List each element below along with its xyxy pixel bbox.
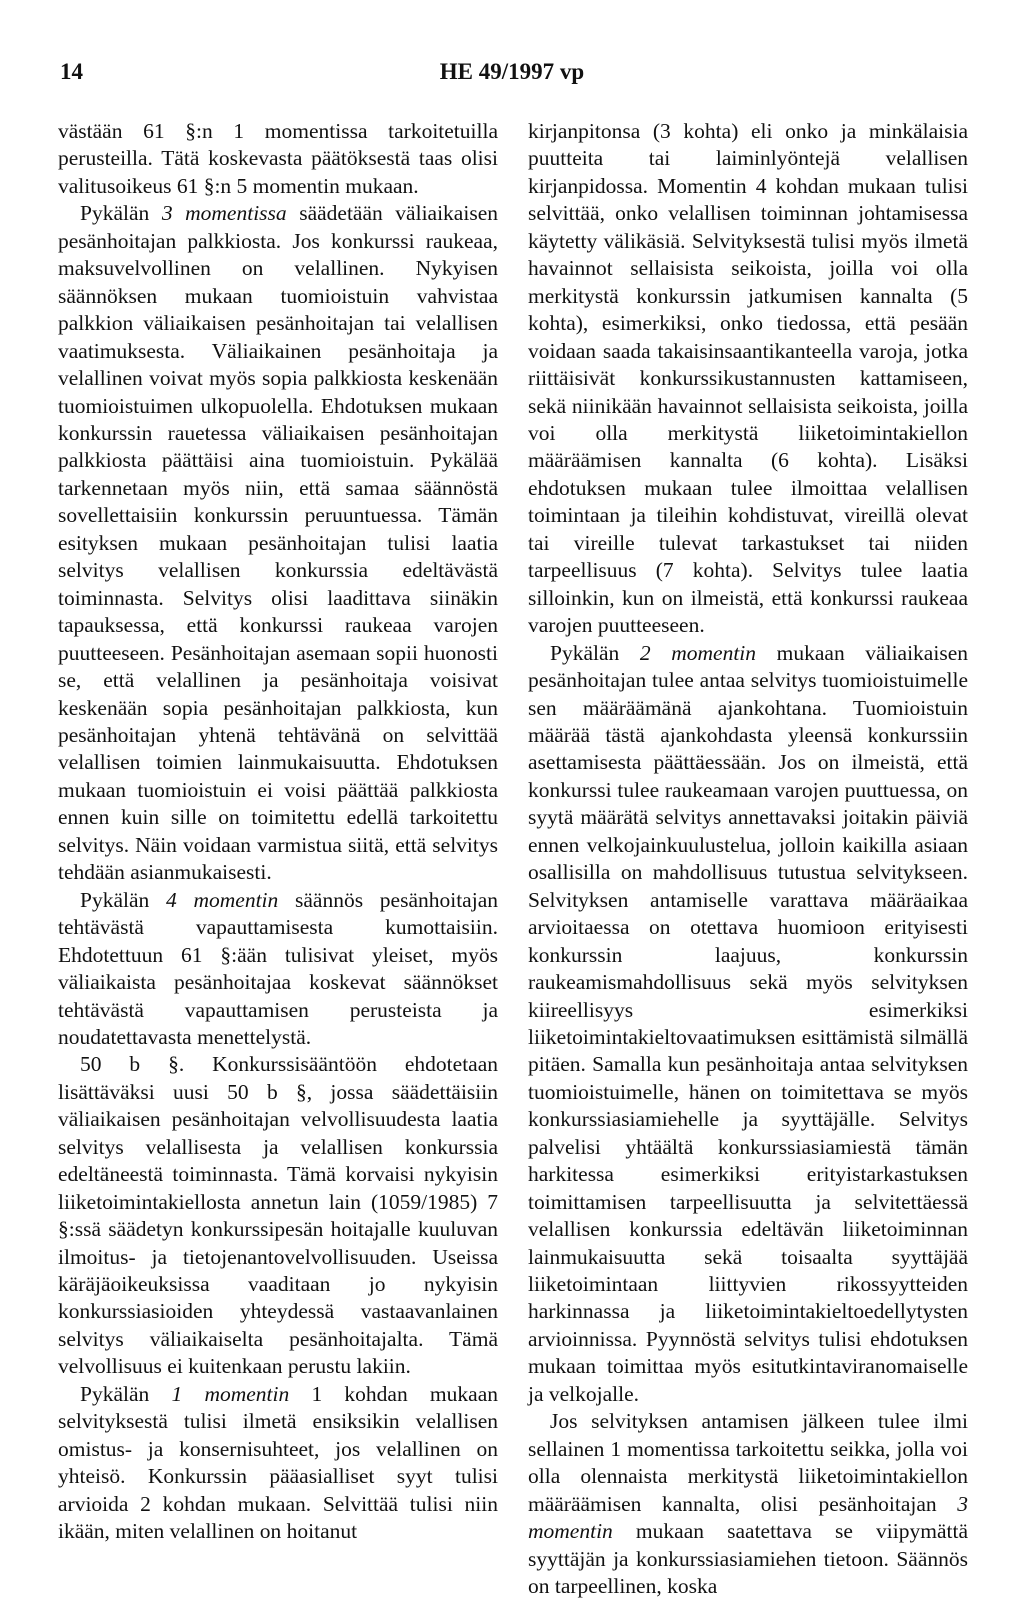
paragraph <box>58 1381 498 1546</box>
running-header: HE 49/1997 vp <box>439 59 585 84</box>
paragraph-text: 50 b §. Konkurssisääntöön ehdotetaan lisättäväksi uusi 50 b §, jossa säädettäisiin väliaikaisen pesänhoitajan velvollisuudesta laatia selvitys velallisesta ja velallisen konkurssia edeltäneestä toiminnasta. Tämä korvaisi nykyisin liiketoimintakiellosta annetun lain (1059/1985) 7 §:ssä säädetyn konkurssipesän hoitajalle kuuluvan ilmoitus- ja tietojenantovelvollisuuden. Useissa käräjäoikeuksissa vaaditaan jo nykyisin konkurssiasioiden yhteydessä vastaavanlainen selvitys väliaikaiselta pesänhoitajalta. Tämä velvollisuus ei kuitenkaan perustu lakiin. <box>58 1052 498 1379</box>
paragraph-text: säännös pesänhoitajan tehtävästä vapauttamisesta kumottaisiin. Ehdotettuun 61 §:ään tulisivat yleiset, myös väliaikaista pesänhoitajaa koskevat säännökset tehtävästä vapauttamisen perusteista ja noudatettavasta menettelystä. <box>58 887 498 1049</box>
paragraph-prefix: Pykälän <box>80 887 166 912</box>
paragraph-prefix: Pykälän <box>80 201 162 226</box>
paragraph-text: västään 61 §:n 1 momentissa tarkoitetuilla perusteilla. Tätä koskevasta päätöksestä taas olisi valitusoikeus 61 §:n 5 momentin mukaan. <box>58 119 498 198</box>
paragraph-text: kirjanpitonsa (3 kohta) eli onko ja minkälaisia puutteita tai laiminlyöntejä velallisen kirjanpidossa. Momentin 4 kohdan mukaan tulisi selvittää, onko velallisen toiminnan johtamisessa käytetty välikäsiä. Selvityksestä tulisi myös ilmetä havainnot sellaisista seikoista, joilla voi olla merkitystä konkurssin jatkumisen kannalta (5 kohta), esimerkiksi, onko tiedossa, että pesään voidaan saada takaisinsaantikanteella varoja, jotka riittäisivät konkurssikustannusten kattamiseen, sekä niinikään havainnot sellaisista seikoista, joilla voi olla merkitystä liiketoimintakiellon määräämisen kannalta (6 kohta). Lisäksi ehdotuksen mukaan tulee ilmoittaa velallisen toimintaan ja tileihin kohdistuvat, vireillä olevat tai vireille tulevat tarkastukset tai niiden tarpeellisuus (7 kohta). Selvitys tulee laatia silloinkin, kun on ilmeistä, että konkurssi raukeaa varojen puutteeseen. <box>528 119 968 638</box>
left-column <box>58 118 498 1546</box>
right-column <box>528 118 968 1600</box>
paragraph <box>528 640 968 1409</box>
emphasis: 3 momentin <box>528 1491 968 1544</box>
paragraph <box>528 1408 968 1600</box>
paragraph-prefix: Pykälän <box>80 1381 172 1406</box>
paragraph-text: mukaan saatettava se viipymättä syyttäjän ja konkurssiasiamiehen tietoon. Säännös on tarpeellinen, koska <box>528 1519 968 1599</box>
emphasis: 4 momentin <box>166 887 279 912</box>
paragraph <box>58 1051 498 1380</box>
paragraph <box>528 118 968 640</box>
paragraph <box>58 200 498 886</box>
paragraph <box>58 118 498 200</box>
paragraph-prefix: Jos selvityksen antamisen jälkeen tulee ilmi sellainen 1 momentissa tarkoitettu seikka, jolla voi olla olennaista merkitystä liiketoimintakiellon määräämisen kannalta, olisi pesänhoitajan <box>528 1409 968 1516</box>
paragraph-prefix: Pykälän <box>550 640 640 665</box>
page-number: 14 <box>60 59 83 84</box>
emphasis: 2 momentin <box>639 640 757 665</box>
paragraph-text: 1 kohdan mukaan selvityksestä tulisi ilmetä ensiksikin velallisen omistus- ja konsernisuhteet, jos velallinen on yhteisö. Konkurssin pääasialliset syyt tulisi arvioida 2 kohdan mukaan. Selvittää tulisi niin ikään, miten velallinen on hoitanut <box>58 1381 498 1544</box>
emphasis: 1 momentin <box>171 1381 290 1406</box>
emphasis: 3 momentissa <box>161 201 287 226</box>
paragraph <box>58 887 498 1052</box>
paragraph-text: säädetään väliaikaisen pesänhoitajan palkkiosta. Jos konkurssi raukeaa, maksuvelvollinen on velallinen. Nykyisen säännöksen mukaan tuomioistuin vahvistaa palkkion väliaikaisen pesänhoitajan tai velallisen vaatimuksesta. Väliaikainen pesänhoitaja ja velallinen voivat myös sopia palkkiosta keskenään tuomioistuimen ulkopuolella. Ehdotuksen mukaan konkurssin rauetessa väliaikaisen pesänhoitajan palkkiosta päättäisi aina tuomioistuin. Pykälää tarkennetaan myös niin, että samaa säännöstä sovellettaisiin konkurssin peruuntuessa. Tämän esityksen mukaan pesänhoitajan tulisi laatia selvitys velallisen konkurssia edeltävästä toiminnasta. Selvitys olisi laadittava siinäkin tapauksessa, että konkurssi raukeaa varojen puutteeseen. Pesänhoitajan asemaan sopii huonosti se, että velallinen ja pesänhoitaja voisivat keskenään sopia pesänhoitajan palkkiosta, kun pesänhoitajan yhtenä tehtävänä on selvittää velallisen toimien lainmukaisuutta. Ehdotuksen mukaan tuomioistuin ei voisi päättää palkkiosta ennen kuin sille on toimitettu edellä tarkoitettu selvitys. Näin voidaan varmistua siitä, että selvitys tehdään asianmukaisesti. <box>58 201 498 885</box>
paragraph-text: mukaan väliaikaisen pesänhoitajan tulee antaa selvitys tuomioistuimelle sen määräämänä ajankohtana. Tuomioistuin määrää tästä ajankohdasta yleensä konkurssiin asettamisesta päättäessään. Jos on ilmeistä, että konkurssi tulee raukeamaan varojen puuttuessa, on syytä määrätä selvitys annettavaksi joitakin päiviä ennen velkojainkuulustelua, jolloin kaikilla asiaan osallisilla on mahdollisuus tutustua selvitykseen. Selvityksen antamiselle varattava määräaikaa arvioitaessa on otettava huomioon erityisesti konkurssin laajuus, konkurssin raukeamismahdollisuus sekä myös selvityksen kiireellisyys esimerkiksi liiketoimintakieltovaatimuksen esittämistä silmällä pitäen. Samalla kun pesänhoitaja antaa selvityksen tuomioistuimelle, hänen on toimitettava se myös konkurssiasiamiehelle ja syyttäjälle. Selvitys palvelisi yhtäältä konkurssiasiamiestä tämän harkitessa esimerkiksi erityistarkastuksen toimittamisen tarpeellisuutta ja selvitettäessä velallisen konkurssia edeltävän liiketoiminnan lainmukaisuutta sekä toisaalta syyttäjää liiketoimintaan liittyvien rikossyytteiden harkinnassa ja liiketoimintakieltoedellytysten arvioinnissa. Pyynnöstä selvitys tulisi ehdotuksen mukaan toimittaa myös esitutkintaviranomaiselle ja velkojalle. <box>528 640 968 1406</box>
